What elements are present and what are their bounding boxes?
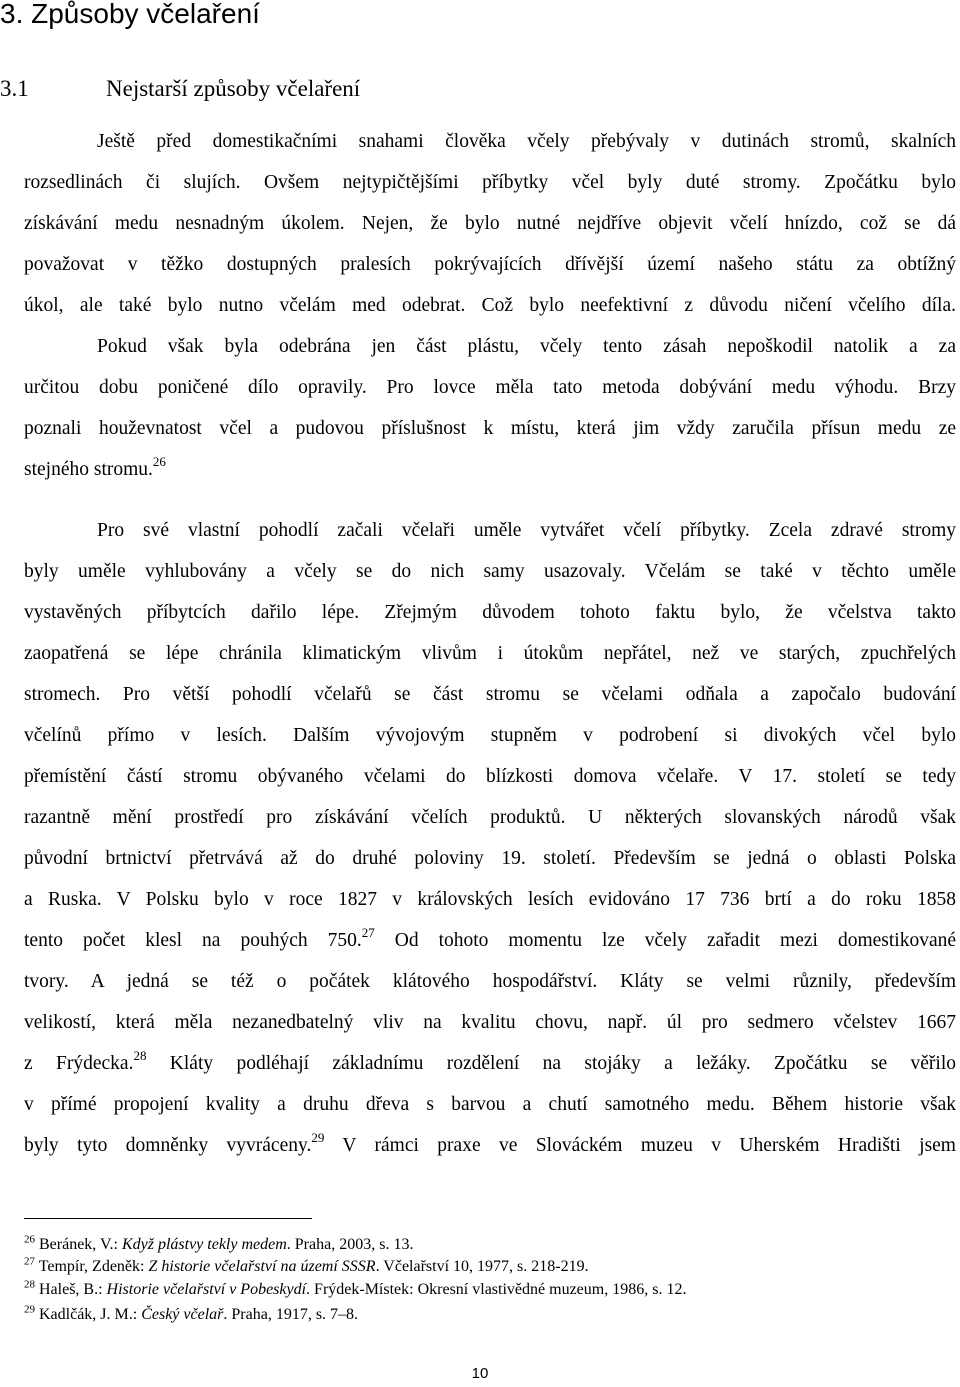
footnote-number: 26: [24, 1233, 35, 1246]
text-line: Ještě před domestikačními snahami člověka včely přebývaly v dutinách stromů, skalních: [97, 131, 956, 152]
section-title: Nejstarší způsoby včelaření: [106, 76, 361, 101]
text-line: získávání medu nesnadným úkolem. Nejen, že bylo nutné nejdříve objevit včelí hnízdo, což se dá: [24, 213, 956, 234]
text-line: [24, 1129, 956, 1160]
footnote-author: Tempír, Zdeněk:: [38, 1258, 149, 1275]
text-line: původní brtnictví přetrvává až do druhé poloviny 19. století. Především se jedná o oblasti Polska: [24, 848, 956, 869]
text-line: a Ruska. V Polsku bylo v roce 1827 v královských lesích evidováno 17 736 brtí a do roku 1858: [24, 889, 956, 910]
footnote-separator: [24, 1218, 312, 1219]
line-text: byly tyto domněnky vyvráceny.: [24, 1135, 312, 1156]
footnote-details: . Včelařství 10, 1977, s. 218-219.: [375, 1258, 589, 1275]
text-line: velikostí, která měla nezanedbatelný vliv na kvalitu chovu, např. úl pro sedmero včelstev 1667: [24, 1012, 956, 1033]
text-line: zaopatřená se lépe chránila klimatickým vlivům i útokům nepřátel, než ve starých, zpuchřelých: [24, 643, 956, 664]
text-line: [24, 924, 957, 955]
footnote-title: Český včelař: [141, 1306, 224, 1323]
line-text: z Frýdecka.: [24, 1053, 134, 1074]
footnote-title: Když plástvy tekly medem: [121, 1236, 287, 1253]
footnote-ref[interactable]: 27: [361, 924, 375, 940]
footnote-author: Beránek, V.:: [39, 1236, 122, 1253]
text-line: vystavěných příbytcích dařilo lépe. Zřejmým důvodem tohoto faktu bylo, že včelstva takto: [24, 602, 956, 623]
chapter-heading: 3. Způsoby včelaření: [0, 0, 260, 29]
section-heading: [0, 72, 360, 106]
text-line: [24, 453, 956, 484]
footnote: [24, 1235, 413, 1255]
section-number: 3.1: [0, 76, 29, 101]
footnote-details: . Frýdek-Místek: Okresní vlastivědné muzeum, 1986, s. 12.: [306, 1281, 687, 1298]
text-line: tvory. A jedná se též o počátek klátového hospodářství. Kláty se velmi různily, především: [24, 971, 956, 992]
page-number: 10: [471, 1365, 489, 1382]
text-line: včelínů přímo v lesích. Dalším vývojovým stupněm v podrobení si divokých včel bylo: [24, 725, 956, 746]
text-line: rozsedlinách či slujích. Ovšem nejtypičtějšími příbytky včel byly duté stromy. Zpočátku bylo: [24, 172, 956, 193]
text-line: v přímé propojení kvality a druhu dřeva s barvou a chutí samotného medu. Během historie však: [24, 1094, 956, 1115]
footnote-details: . Praha, 2003, s. 13.: [286, 1236, 414, 1253]
line-text: Kláty podléhají základnímu rozdělení na stojáky a ležáky. Zpočátku se věřilo: [146, 1053, 956, 1074]
text-line: Pro své vlastní pohodlí začali včelaři uměle vytvářet včelí příbytky. Zcela zdravé stromy: [97, 520, 956, 541]
footnote-details: . Praha, 1917, s. 7–8.: [223, 1306, 359, 1323]
line-text: tento počet klesl na pouhých 750.: [24, 930, 362, 951]
footnote-ref[interactable]: 26: [152, 453, 166, 469]
footnote-number: 29: [24, 1303, 35, 1316]
footnote-ref[interactable]: 28: [133, 1047, 147, 1063]
text-line: razantně mění prostředí pro získávání včelích produktů. U některých slovanských národů však: [24, 807, 956, 828]
footnote-author: Haleš, B.:: [39, 1281, 107, 1298]
text-line: byly uměle vyhlubovány a včely se do nich samy usazovaly. Včelám se také v těchto uměle: [24, 561, 956, 582]
footnote-number: 28: [24, 1278, 35, 1291]
footnote: [24, 1280, 686, 1300]
text-line: stromech. Pro větší pohodlí včelařů se část stromu se včelami odňala a započalo budování: [24, 684, 956, 705]
text-line: určitou dobu poničené dílo opravily. Pro lovce měla tato metoda dobývání medu výhodu. Brzy: [24, 377, 956, 398]
text-line: Pokud však byla odebrána jen část plástu, včely tento zásah nepoškodil natolik a za: [97, 336, 956, 357]
text-line: přemístění částí stromu obývaného včelami do blízkosti domova včelaře. V 17. století se tedy: [24, 766, 956, 787]
line-text: stejného stromu.: [24, 459, 153, 480]
footnote-title: Historie včelařství v Pobeskydí: [106, 1281, 307, 1298]
line-text: V rámci praxe ve Slováckém muzeu v Uherském Hradišti jsem: [324, 1135, 956, 1156]
footnote-author: Kadlčák, J. M.:: [39, 1306, 142, 1323]
text-line: poznali houževnatost včel a pudovou příslušnost k místu, která jim vždy zaručila přísun medu ze: [24, 418, 956, 439]
text-line: úkol, ale také bylo nutno včelám med odebrat. Což bylo neefektivní z důvodu ničení včelího díla.: [24, 295, 956, 316]
text-line: [24, 1047, 956, 1078]
footnote-number: 27: [24, 1255, 35, 1268]
footnote-title: Z historie včelařství na území SSSR: [148, 1258, 376, 1275]
footnote-ref[interactable]: 29: [311, 1129, 325, 1145]
footnote: [24, 1257, 589, 1277]
text-line: považovat v těžko dostupných pralesích pokrývajících dřívější území našeho státu za obtížný: [24, 254, 956, 275]
footnote: [24, 1305, 358, 1325]
line-text: Od tohoto momentu lze včely zařadit mezi domestikované: [374, 930, 957, 951]
